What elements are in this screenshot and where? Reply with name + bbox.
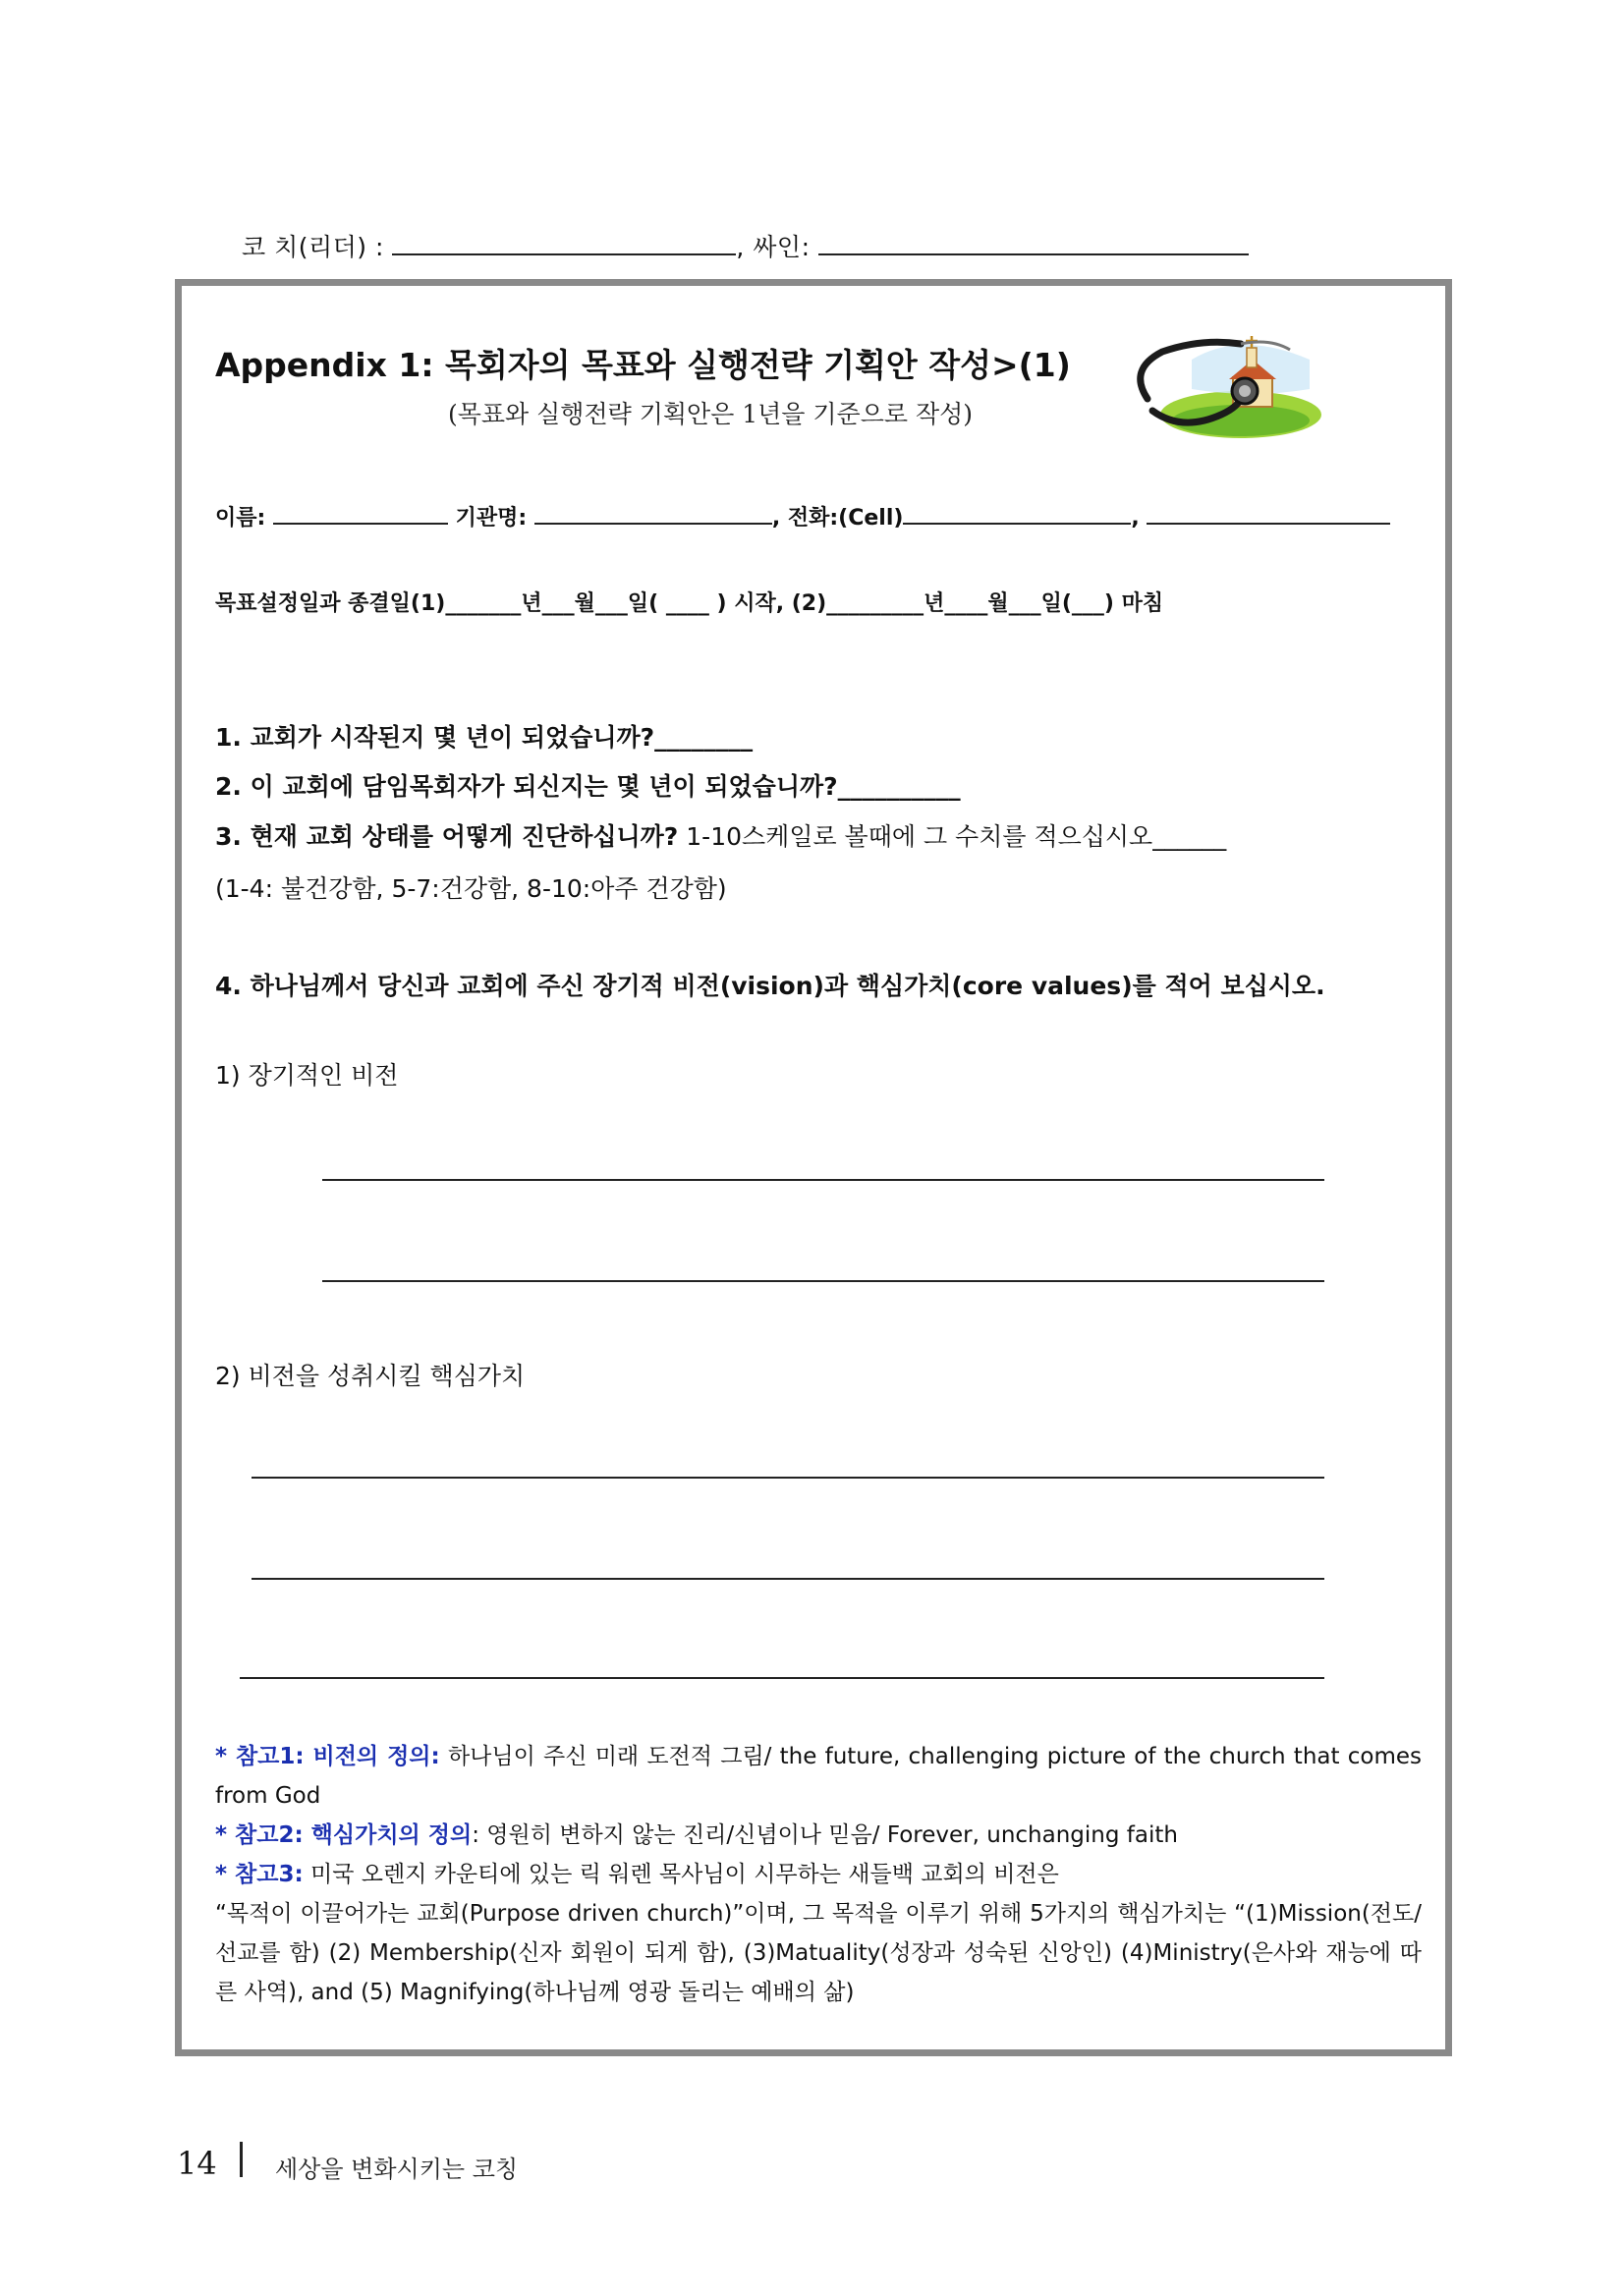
phone-blank[interactable] (903, 505, 1131, 525)
info-line (215, 501, 1390, 532)
dates-line: 목표설정일과 종결일(1)_______년___월___일( ____ ) 시작, (2)_________년____월___일(___) 마침 (215, 591, 1164, 616)
phone-label: , 전화:(Cell) (771, 506, 904, 531)
question-1 (215, 718, 753, 754)
phone2-blank[interactable] (1147, 505, 1390, 525)
coach-signature-line (242, 228, 1249, 263)
org-label: 기관명: (447, 506, 534, 531)
question-3-bold: 3. 현재 교회 상태를 어떻게 진단하십니까? (215, 822, 679, 851)
note-2-label: * 참고2: 핵심가치의 정의 (215, 1822, 473, 1848)
stethoscope-church-icon (1123, 330, 1334, 448)
core-values-answer-line[interactable] (240, 1677, 1324, 1679)
coach-label: 코 치(리더) : (242, 233, 393, 261)
name-blank[interactable] (273, 505, 448, 525)
core-values-answer-line[interactable] (252, 1477, 1324, 1479)
signature-blank[interactable] (818, 232, 1249, 255)
org-blank[interactable] (534, 505, 772, 525)
note-1 (215, 1737, 1422, 1816)
info-comma: , (1131, 506, 1148, 531)
page-number: 14 (177, 2145, 217, 2182)
question-2-text: 2. 이 교회에 담임목회자가 되신지는 몇 년이 되었습니까?__________ (215, 772, 961, 801)
vision-answer-line[interactable] (322, 1280, 1324, 1282)
question-1-text: 1. 교회가 시작된지 몇 년이 되었습니까?________ (215, 723, 754, 752)
question-4-text: 4. 하나님께서 당신과 교회에 주신 장기적 비전(vision)과 핵심가치(core values)를 적어 보십시오. (215, 972, 1325, 1000)
core-values-answer-line[interactable] (252, 1578, 1324, 1580)
question-2 (215, 767, 961, 803)
note-3-label: * 참고3: (215, 1862, 304, 1887)
note-3 (215, 1855, 1422, 1894)
note-2 (215, 1816, 1422, 1855)
question-3 (215, 817, 1226, 853)
note-1-text: 하나님이 주신 미래 도전적 그림/ the future, challenging picture of the church that comes from God (215, 1744, 1422, 1809)
question-3-rest: 1-10스케일로 볼때에 그 수치를 적으십시오______ (678, 822, 1227, 851)
vision-answer-line[interactable] (322, 1179, 1324, 1181)
book-title: 세상을 변화시키는 코칭 (275, 2156, 519, 2183)
footer-divider (240, 2142, 243, 2177)
page-subtitle: (목표와 실행전략 기획안은 1년을 기준으로 작성) (448, 400, 973, 428)
reference-notes (215, 1737, 1422, 2012)
note-1-label: * 참고1: 비전의 정의: (215, 1744, 440, 1769)
question-3-scale: (1-4: 불건강함, 5-7:건강함, 8-10:아주 건강함) (215, 874, 727, 903)
page-title: Appendix 1: 목회자의 목표와 실행전략 기획안 작성>(1) (215, 346, 1071, 384)
coach-name-blank[interactable] (392, 232, 736, 255)
question-4 (215, 967, 1325, 1002)
name-label: 이름: (215, 506, 273, 531)
note-3-text: 미국 오렌지 카운티에 있는 릭 워렌 목사님이 시무하는 새들백 교회의 비전은 (303, 1862, 1059, 1887)
core-values-heading: 2) 비전을 성취시킬 핵심가치 (215, 1362, 526, 1390)
vision-heading: 1) 장기적인 비전 (215, 1061, 399, 1090)
note-3-body: “목적이 이끌어가는 교회(Purpose driven church)”이며, 그 목적을 이루기 위해 5가지의 핵심가치는 “(1)Mission(전도/선교를 함) (2) Membership(신자 회원이 되게 함), (3)Matuality(성장과 성숙된 신앙인) (4)Ministry(은사와 재능에 따른 사역), and (5) Magnifying(하나님께 영광 돌리는 예배의 삶) (215, 1901, 1422, 2005)
sign-label: , 싸인: (736, 233, 818, 261)
note-2-text: : 영원히 변하지 않는 진리/신념이나 믿음/ Forever, unchanging faith (472, 1822, 1178, 1848)
